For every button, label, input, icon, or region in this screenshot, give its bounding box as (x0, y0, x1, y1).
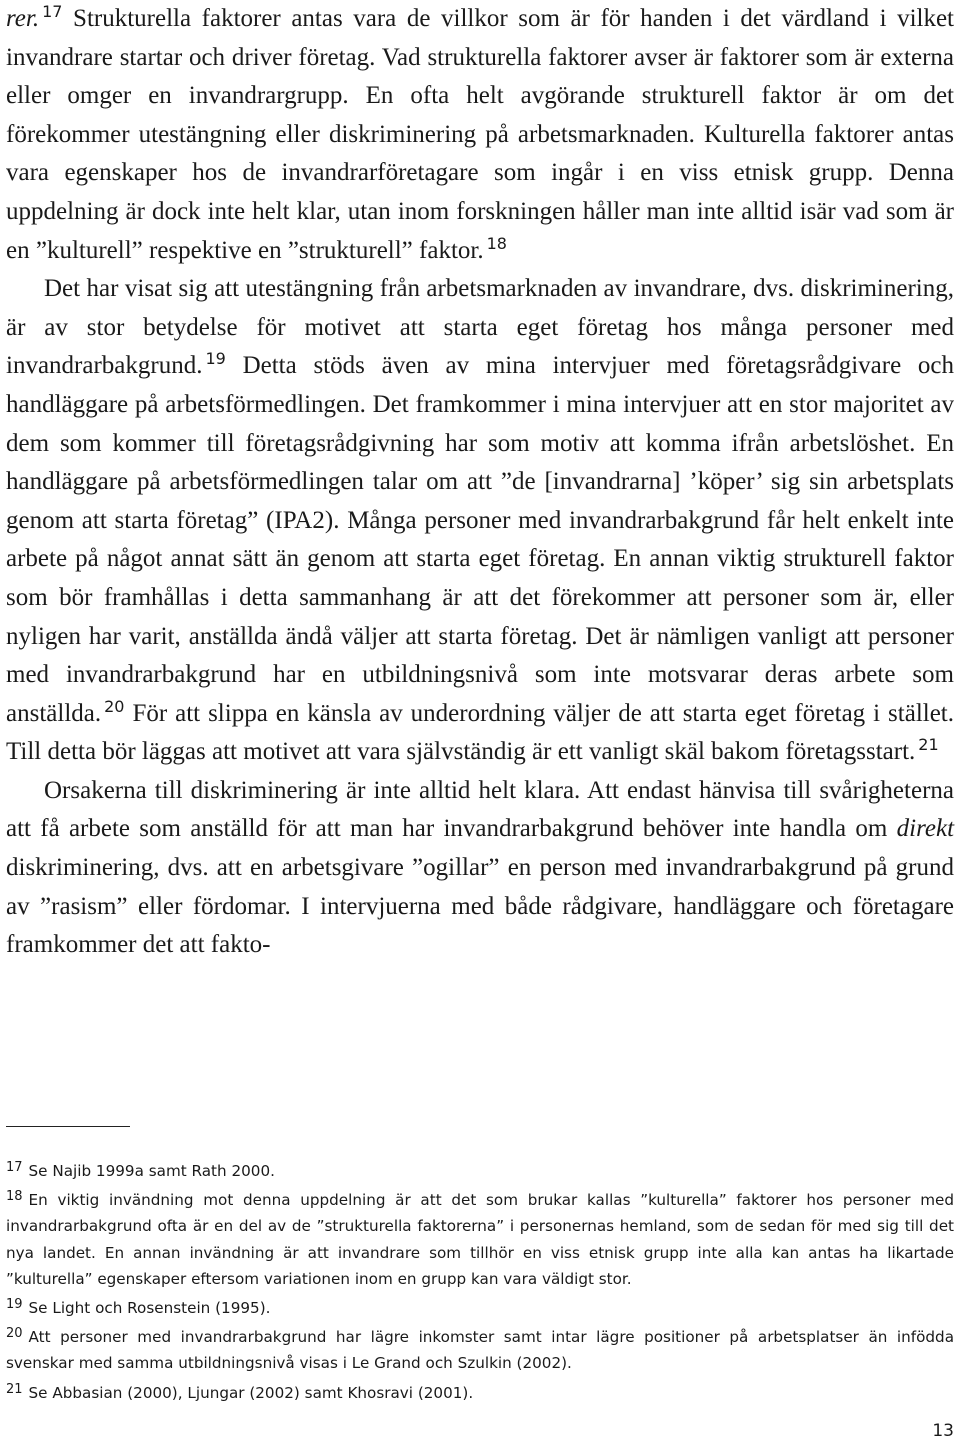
continued-word: rer. (6, 5, 40, 32)
footnote-text: Se Najib 1999a samt Rath 2000. (28, 1162, 275, 1180)
footnote-text: Se Light och Rosenstein (1995). (28, 1299, 271, 1318)
footnote-20 (6, 1321, 954, 1376)
paragraph-3-text-b: diskriminering, dvs. att en arbetsgivare ”ogillar” en person med invandrarbakgrund på grund av ”rasism” eller fördomar. I intervjuerna med både rådgivare, handläggare och företagare framkommer det att fakto- (6, 854, 954, 959)
paragraph-2-text-c: För att slippa en känsla av underordning väljer de att starta eget företag i stället. Till detta bör läggas att motivet att vara självständig är ett vanligt skäl bakom företagsstart. (6, 699, 954, 766)
footnote-number: 19 (6, 1297, 23, 1313)
footnote-ref-18[interactable]: 18 (486, 233, 507, 253)
footnote-number: 20 (6, 1326, 23, 1342)
footnote-17 (6, 1155, 954, 1184)
paragraph-3 (6, 772, 954, 965)
footnote-text: En viktig invändning mot denna uppdelning är att det som brukar kallas ”kulturella” faktorer hos personer med invandrarbakgrund ofta är en del av de ”strukturella faktorerna” i personernas hemland, som de sedan för med sig till det nya landet. En annan invändning är att invandrare som tillhör en viss etnisk grupp inte alla kan antas ha likartade ”kulturella” egenskaper eftersom variationen inom en grupp kan vara väldigt stor. (6, 1191, 954, 1288)
footnote-21 (6, 1377, 954, 1406)
document-page (6, 0, 954, 1451)
footnote-number: 17 (6, 1160, 23, 1175)
body-text (6, 0, 954, 965)
footnote-ref-21[interactable]: 21 (918, 735, 939, 755)
paragraph-1 (6, 0, 954, 270)
footnote-ref-20[interactable]: 20 (104, 696, 125, 716)
page-number: 13 (932, 1421, 954, 1441)
paragraph-1-text: Strukturella faktorer antas vara de villkor som är för handen i det värdland i vilket invandrare startar och driver företag. Vad strukturella faktorer avser är faktorer som är externa eller omger en invandrargrupp. En ofta helt avgörande strukturell faktor är om det förekommer utestängning eller diskriminering på arbetsmarknaden. Kulturella faktorer antas vara egenskaper hos de invandrarföretagare som ingår i en viss etnisk grupp. Denna uppdelning är dock inte helt klar, utan inom forskningen håller man inte alltid isär vad som är en ”kulturell” respektive en ”strukturell” faktor. (6, 5, 955, 264)
paragraph-2-text-b: Detta stöds även av mina intervjuer med företagsrådgivare och handläggare på arbetsförmedlingen. Det framkommer i mina intervjuer att en stor majoritet av dem som kommer till företagsrådgivning har som motiv att komma ifrån arbetslöshet. En handläggare på arbetsförmedlingen talar om att ”de [invandrarna] ’köper’ sig sin arbetsplats genom att starta företag” (IPA2). Många personer med invandrarbakgrund får helt enkelt inte arbete på något annat sätt än genom att starta eget företag. En annan viktig strukturell faktor som bör framhållas i detta sammanhang är att det förekommer att personer som är, eller nyligen har varit, anställda ändå väljer att starta företag. Det är nämligen vanligt att personer med invandrarbakgrund har en utbildningsnivå som inte motsvarar deras arbete som anställda. (6, 352, 955, 727)
footnote-text: Se Abbasian (2000), Ljungar (2002) samt Khosravi (2001). (28, 1383, 474, 1402)
paragraph-2 (6, 270, 954, 772)
footnote-number: 18 (6, 1189, 23, 1205)
footnotes (6, 1155, 954, 1406)
emphasis-word: direkt (896, 815, 955, 843)
footnote-18 (6, 1184, 954, 1292)
footnote-text: Att personer med invandrarbakgrund har lägre inkomster samt intar lägre positioner på arbetsplatser än infödda svenskar med samma utbildningsnivå visas i Le Grand och Szulkin (2002). (6, 1328, 954, 1373)
footnote-divider (6, 1126, 130, 1127)
footnote-number: 21 (6, 1381, 23, 1397)
paragraph-3-text-a: Orsakerna till diskriminering är inte alltid helt klara. Att endast hänvisa till svårigheterna att få arbete som anställd för att man har invandrarbakgrund behöver inte handla om (6, 776, 954, 843)
footnote-ref-17[interactable]: 17 (42, 2, 63, 21)
footnote-ref-19[interactable]: 19 (205, 349, 226, 369)
paragraph-2-text-a: Det har visat sig att utestängning från arbetsmarknaden av invandrare, dvs. diskriminering, är av stor betydelse för motivet att starta eget företag hos många personer med invandrarbakgrund. (6, 275, 954, 380)
footnote-19 (6, 1292, 954, 1321)
